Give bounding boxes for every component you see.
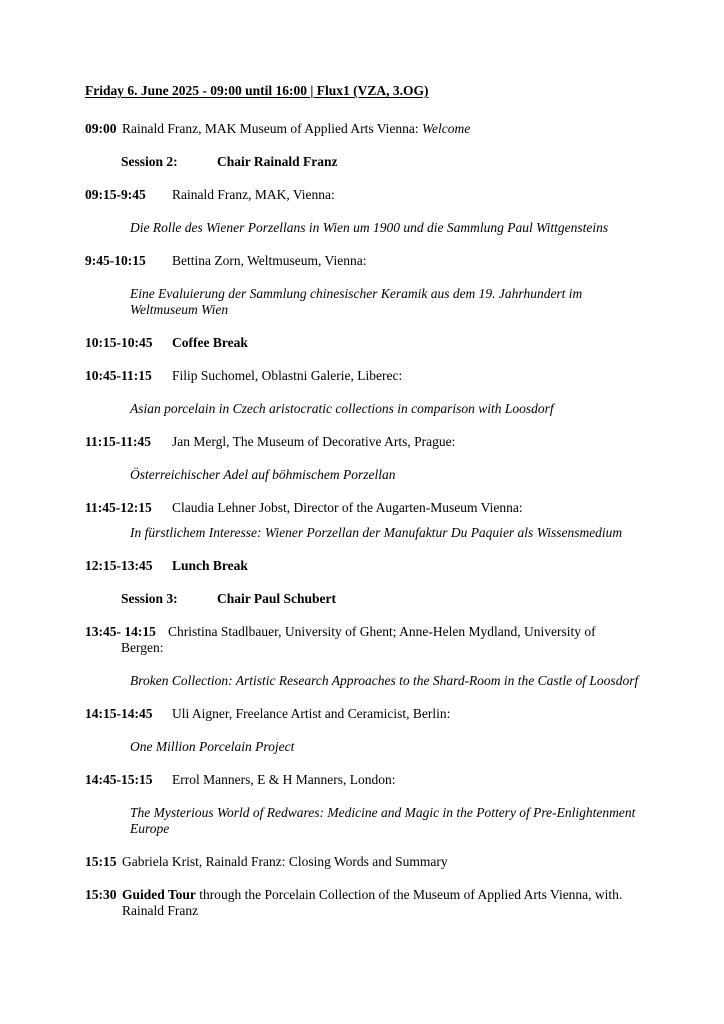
time-label: 11:15-11:45	[85, 434, 151, 449]
time-label: 9:45-10:15	[85, 253, 146, 268]
speaker-text: Christina Stadlbauer, University of Ghent; Anne-Helen Mydland, University of	[168, 624, 596, 639]
speaker-text: Bettina Zorn, Weltmuseum, Vienna:	[172, 253, 367, 268]
time-label: 13:45- 14:15	[85, 624, 156, 639]
opening-title-text: Welcome	[422, 121, 471, 136]
opening-text: Rainald Franz, MAK Museum of Applied Arts Vienna:	[122, 121, 423, 136]
time-label: 15:15	[85, 854, 117, 869]
talk-title-text: One Million Porcelain Project	[130, 739, 295, 754]
talk7-title-row	[85, 739, 669, 755]
talk3-title-row	[85, 401, 669, 417]
talk-title-text: Europe	[130, 821, 170, 836]
time-label: 14:45-15:15	[85, 772, 153, 787]
session-label: Session 2:	[121, 154, 178, 169]
talk-title-text: The Mysterious World of Redwares: Medicine and Magic in the Pottery of Pre-Enlightenment	[130, 805, 636, 820]
session-chair: Chair Paul Schubert	[217, 591, 337, 606]
break-label: Lunch Break	[172, 558, 248, 573]
time-label: 11:45-12:15	[85, 500, 152, 515]
talk1-title-row	[85, 220, 669, 236]
talk5-speaker-row	[85, 500, 669, 516]
speaker-text: Filip Suchomel, Oblastni Galerie, Liberec:	[172, 368, 403, 383]
speaker-text: Errol Manners, E & H Manners, London:	[172, 772, 396, 787]
talk-title-text: Eine Evaluierung der Sammlung chinesischer Keramik aus dem 19. Jahrhundert im	[130, 286, 583, 301]
session3-row	[85, 591, 669, 607]
talk4-title-row	[85, 467, 669, 483]
talk-title-text: Die Rolle des Wiener Porzellans in Wien um 1900 und die Sammlung Paul Wittgensteins	[130, 220, 609, 235]
talk-title-text: Asian porcelain in Czech aristocratic collections in comparison with Loosdorf	[130, 401, 554, 416]
talk2-title-row	[85, 286, 669, 318]
tour-bold-label: Guided Tour	[122, 887, 196, 902]
guided-tour-row	[85, 887, 669, 919]
time-label: 10:45-11:15	[85, 368, 152, 383]
time-label: 14:15-14:45	[85, 706, 153, 721]
closing-row	[85, 854, 669, 870]
time-label: 12:15-13:45	[85, 558, 153, 573]
schedule-title: Friday 6. June 2025 - 09:00 until 16:00 | Flux1 (VZA, 3.OG)	[85, 83, 429, 98]
time-label: 10:15-10:45	[85, 335, 153, 350]
talk-title-text: In fürstlichem Interesse: Wiener Porzellan der Manufaktur Du Paquier als Wissensmedium	[130, 525, 623, 540]
closing-text: Gabriela Krist, Rainald Franz: Closing Words and Summary	[122, 854, 448, 869]
session-chair: Chair Rainald Franz	[217, 154, 338, 169]
talk8-title-row	[85, 805, 669, 837]
talk1-speaker-row	[85, 187, 669, 203]
talk2-speaker-row	[85, 253, 669, 269]
opening-row	[85, 121, 669, 137]
talk8-speaker-row	[85, 772, 669, 788]
talk5-title-row	[85, 525, 669, 541]
speaker-text: Rainald Franz, MAK, Vienna:	[172, 187, 335, 202]
lunch-break-row	[85, 558, 669, 574]
tour-text: Rainald Franz	[122, 903, 199, 918]
talk3-speaker-row	[85, 368, 669, 384]
break-label: Coffee Break	[172, 335, 248, 350]
talk7-speaker-row	[85, 706, 669, 722]
talk-title-text: Österreichischer Adel auf böhmischem Porzellan	[130, 467, 396, 482]
coffee-break-row	[85, 335, 669, 351]
session-label: Session 3:	[121, 591, 178, 606]
talk4-speaker-row	[85, 434, 669, 450]
tour-text: through the Porcelain Collection of the Museum of Applied Arts Vienna, with.	[195, 887, 623, 902]
talk6-title-row	[85, 673, 669, 689]
time-label: 09:15-9:45	[85, 187, 146, 202]
speaker-text: Jan Mergl, The Museum of Decorative Arts, Prague:	[172, 434, 456, 449]
time-label: 09:00	[85, 121, 117, 136]
talk-title-text: Weltmuseum Wien	[130, 302, 229, 317]
speaker-text: Bergen:	[121, 640, 164, 655]
session2-row	[85, 154, 669, 170]
time-label: 15:30	[85, 887, 117, 902]
speaker-text: Claudia Lehner Jobst, Director of the Augarten-Museum Vienna:	[172, 500, 523, 515]
speaker-text: Uli Aigner, Freelance Artist and Ceramicist, Berlin:	[172, 706, 451, 721]
talk6-speaker-row	[85, 624, 669, 656]
talk-title-text: Broken Collection: Artistic Research Approaches to the Shard-Room in the Castle of Loosdorf	[130, 673, 639, 688]
